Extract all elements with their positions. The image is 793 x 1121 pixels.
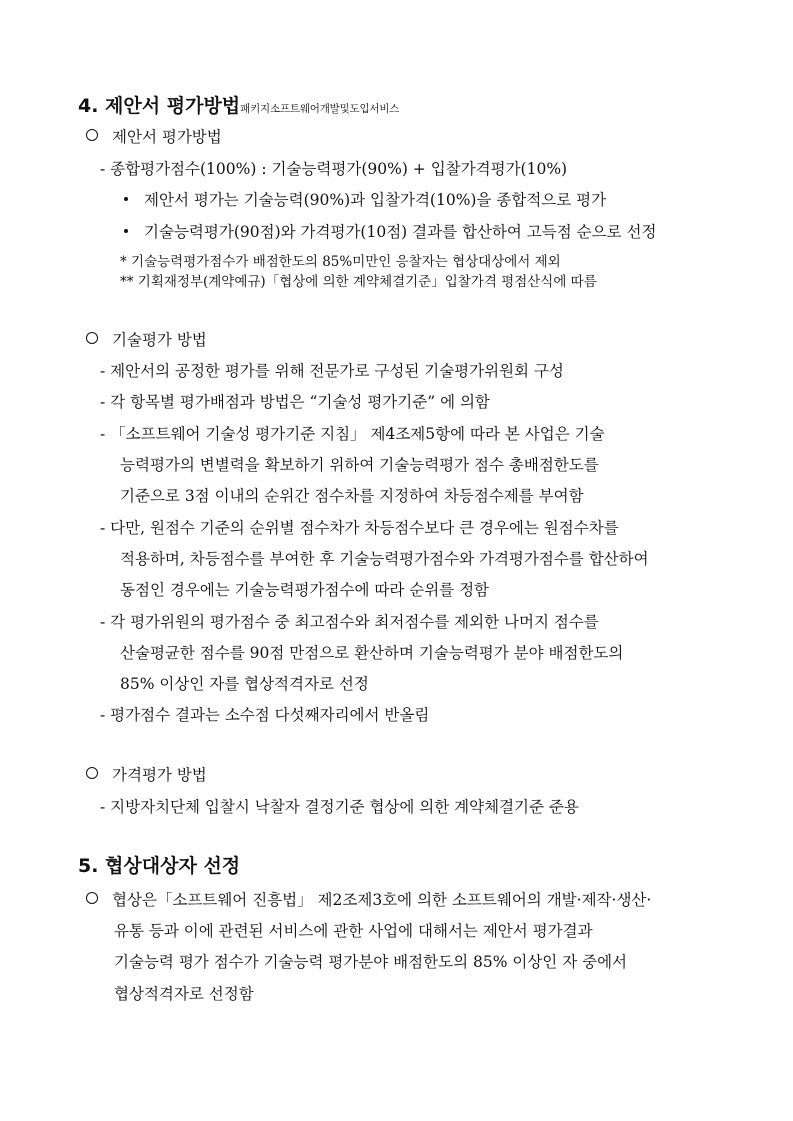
- tech-eval-item-3-line-1: - 「소프트웨어 기술성 평가기준 지침」 제4조제5항에 따라 본 사업은 기술: [100, 425, 605, 443]
- total-score-formula: - 종합평가점수(100%) : 기술능력평가(90%) + 입찰가격평가(10%): [100, 160, 568, 178]
- price-eval-heading: [86, 765, 207, 785]
- section-5-para-line-1-text: 협상은「소프트웨어 진흥법」 제2조제3호에 의한 소프트웨어의 개발·제작·생산·: [112, 891, 652, 909]
- tech-eval-item-5-line-2: 산술평균한 점수를 90점 만점으로 환산하며 기술능력평가 분야 배점한도의: [120, 644, 624, 662]
- dot-bullet-icon: [124, 229, 128, 233]
- price-eval-heading-text: 가격평가 방법: [112, 766, 207, 784]
- section-5-para-line-1: [86, 890, 651, 910]
- price-eval-item-1: - 지방자치단체 입찰시 낙찰자 결정기준 협상에 의한 계약체결기준 준용: [100, 798, 579, 816]
- section-5-para-line-4: 협상적격자로 선정함: [114, 985, 254, 1003]
- section-5-para-line-2: 유통 등과 이에 관련된 서비스에 관한 사업에 대해서는 제안서 평가결과: [114, 922, 593, 940]
- hollow-circle-bullet-icon: [86, 129, 98, 141]
- tech-eval-item-1: - 제안서의 공정한 평가를 위해 전문가로 구성된 기술평가위원회 구성: [100, 362, 564, 380]
- tech-eval-item-5-line-3: 85% 이상인 자를 협상적격자로 선정: [120, 675, 369, 693]
- tech-eval-heading-text: 기술평가 방법: [112, 331, 207, 349]
- tech-eval-item-2: - 각 항목별 평가배점과 방법은 “기술성 평가기준” 에 의함: [100, 393, 490, 411]
- proposal-eval-heading: [86, 127, 222, 147]
- tech-eval-item-5-line-1: - 각 평가위원의 평가점수 중 최고점수와 최저점수를 제외한 나머지 점수를: [100, 613, 599, 631]
- tech-eval-item-4-line-3: 동점인 경우에는 기술능력평가점수에 따라 순위를 정함: [120, 581, 490, 599]
- tech-eval-item-6: - 평가점수 결과는 소수점 다섯째자리에서 반올림: [100, 706, 430, 724]
- proposal-note-2: ** 기획재정부(계약예규)「협상에 의한 계약체결기준」입찰가격 평점산식에 따름: [120, 274, 597, 290]
- section-4-subtitle: 패키지소프트웨어개발및도입서비스: [240, 103, 400, 115]
- tech-eval-item-4-line-1: - 다만, 원점수 기준의 순위별 점수차가 차등점수보다 큰 경우에는 원점수차를: [100, 519, 619, 537]
- proposal-bullet-1-text: 제안서 평가는 기술능력(90%)과 입찰가격(10%)을 종합적으로 평가: [144, 191, 607, 209]
- section-4-heading: [78, 94, 399, 119]
- hollow-circle-bullet-icon: [86, 892, 98, 904]
- hollow-circle-bullet-icon: [86, 767, 98, 779]
- section-5-para-line-3: 기술능력 평가 점수가 기술능력 평가분야 배점한도의 85% 이상인 자 중에서: [114, 953, 628, 971]
- proposal-eval-heading-text: 제안서 평가방법: [112, 128, 222, 146]
- tech-eval-heading: [86, 330, 207, 350]
- dot-bullet-icon: [124, 197, 128, 201]
- section-4-title: 4. 제안서 평가방법: [78, 95, 241, 117]
- section-5-title: 5. 협상대상자 선정: [78, 855, 241, 877]
- proposal-bullet-2-text: 기술능력평가(90점)와 가격평가(10점) 결과를 합산하여 고득점 순으로 선정: [144, 223, 657, 241]
- tech-eval-item-3-line-3: 기준으로 3점 이내의 순위간 점수차를 지정하여 차등점수제를 부여함: [120, 487, 584, 505]
- proposal-bullet-1: [124, 190, 606, 210]
- tech-eval-item-3-line-2: 능력평가의 변별력을 확보하기 위하여 기술능력평가 점수 총배점한도를: [120, 456, 599, 474]
- proposal-bullet-2: [124, 222, 656, 242]
- proposal-note-1: * 기술능력평가점수가 배점한도의 85%미만인 응찰자는 협상대상에서 제외: [120, 254, 561, 270]
- hollow-circle-bullet-icon: [86, 332, 98, 344]
- tech-eval-item-4-line-2: 적용하며, 차등점수를 부여한 후 기술능력평가점수와 가격평가점수를 합산하여: [120, 550, 649, 568]
